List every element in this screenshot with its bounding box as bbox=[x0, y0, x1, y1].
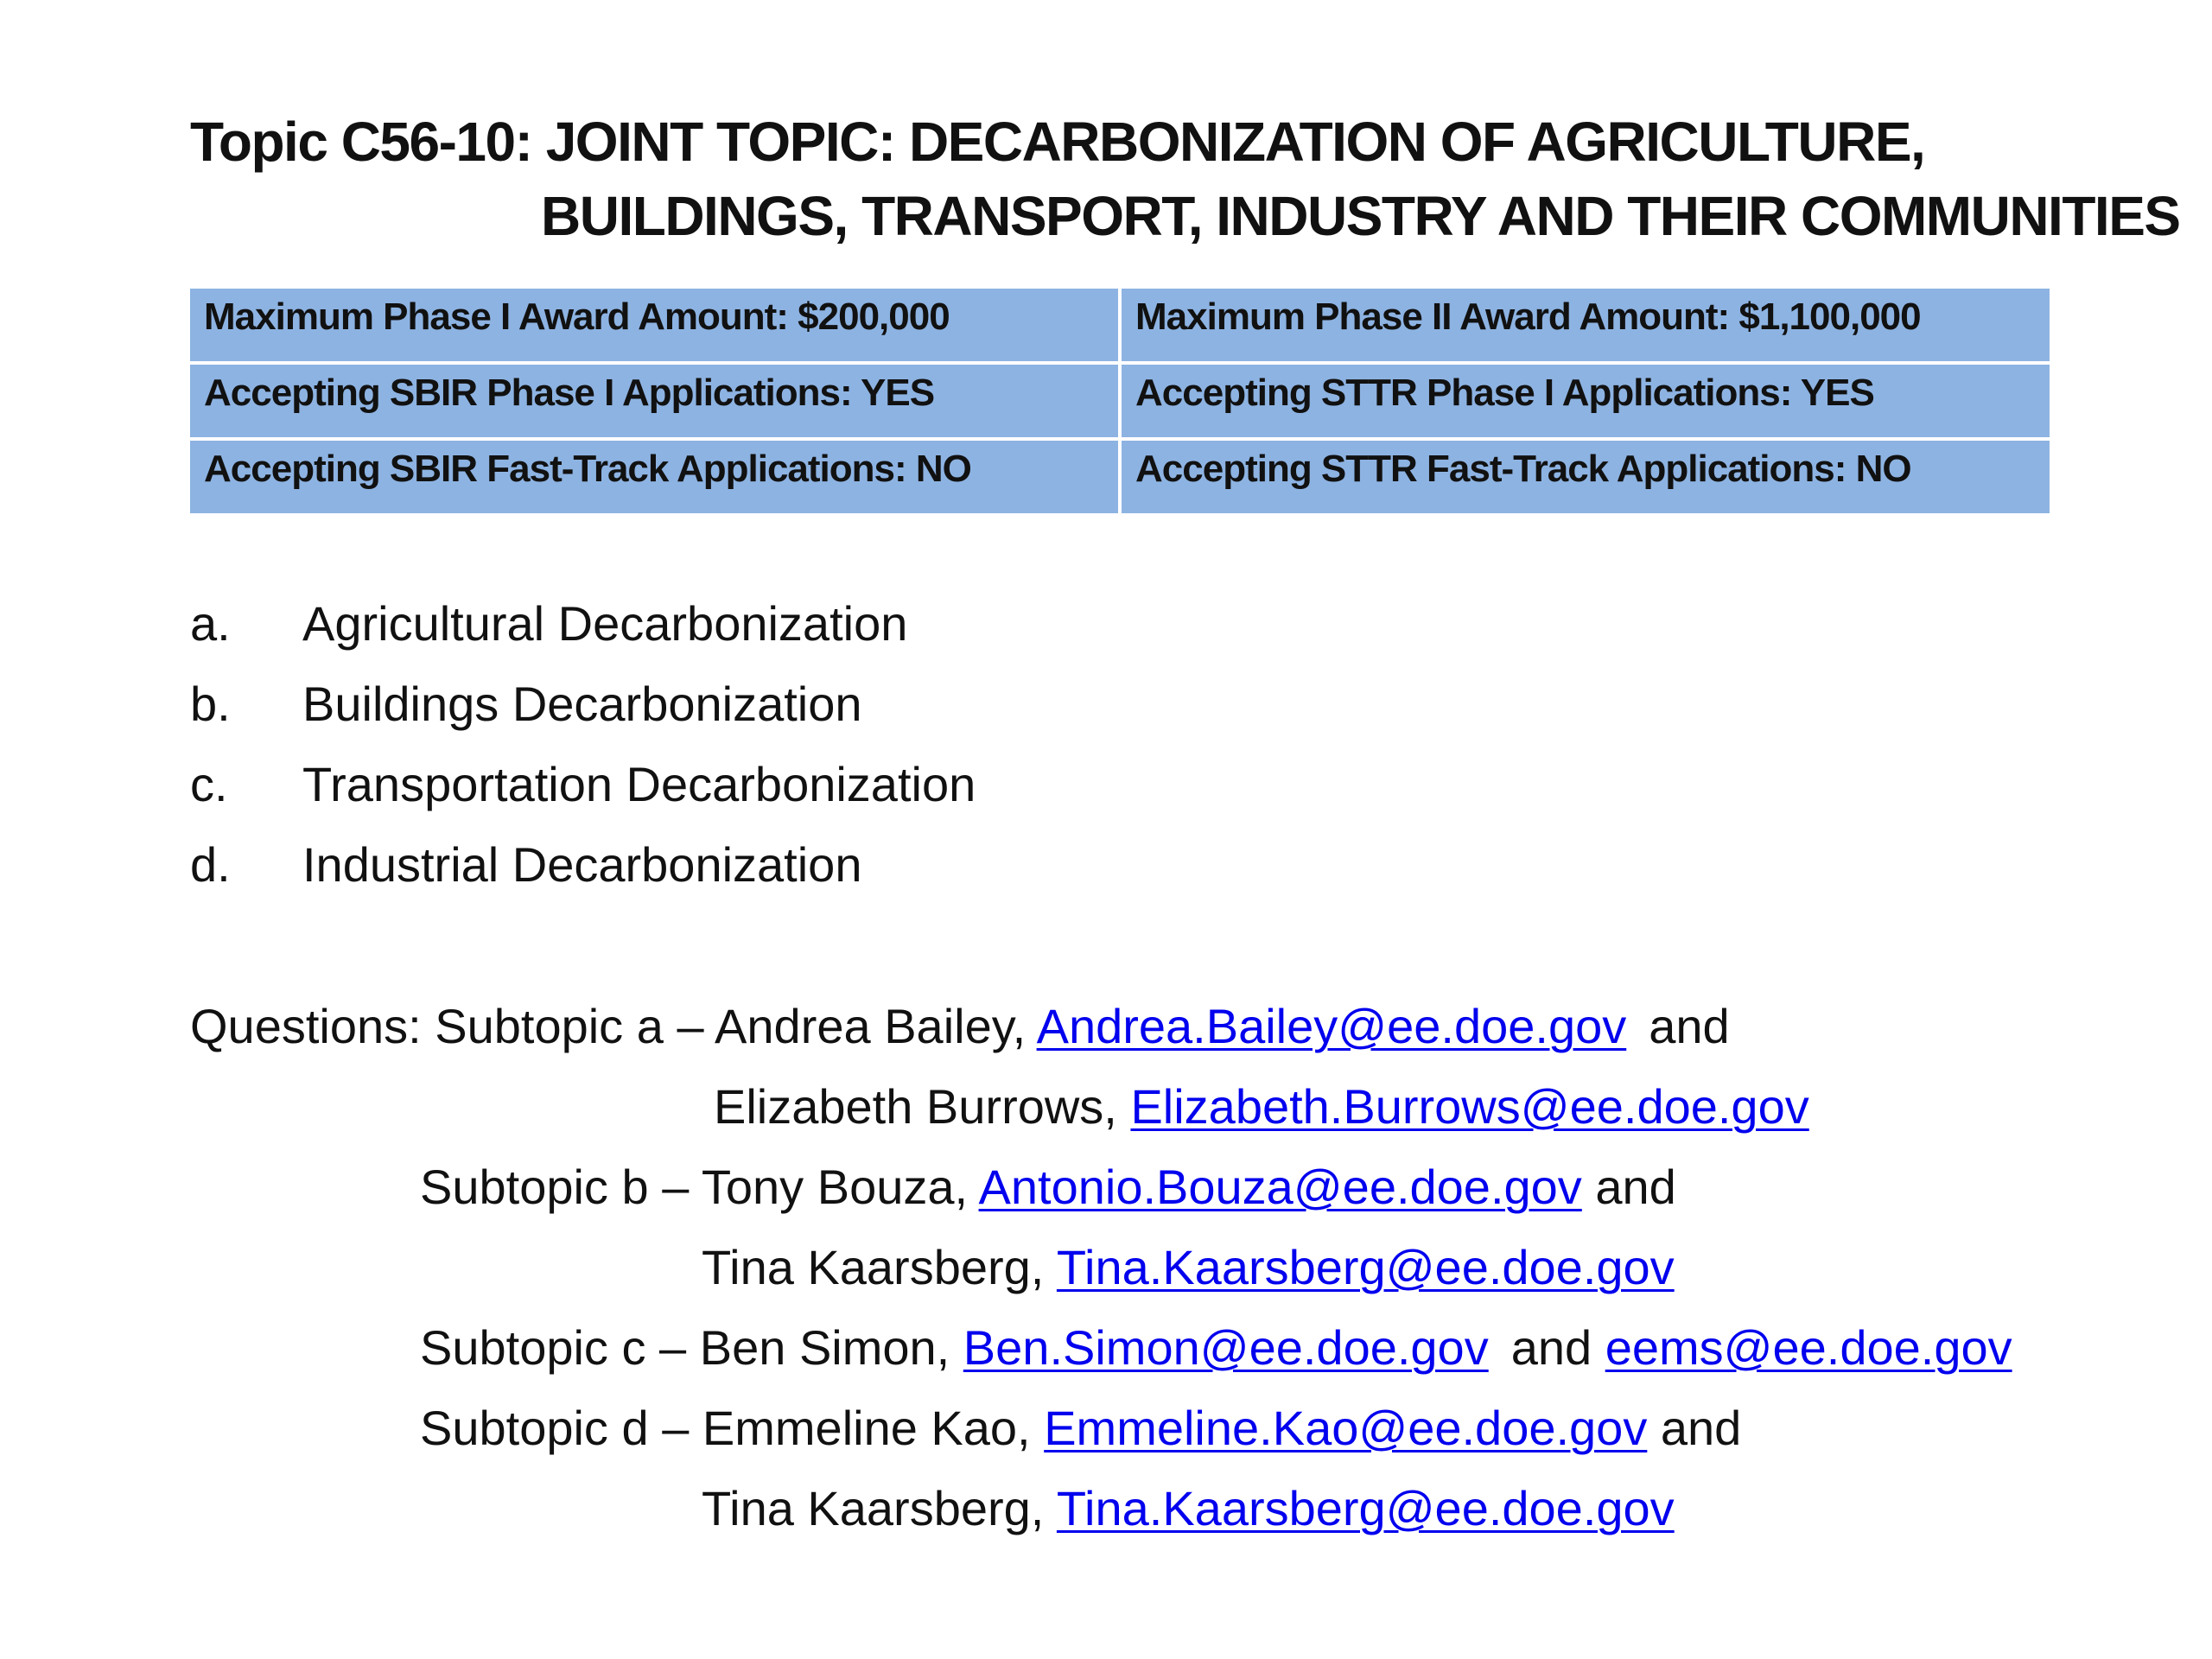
questions-line-subtopic-b-1 bbox=[420, 1156, 1676, 1218]
subtopic-label: Industrial Decarbonization bbox=[302, 837, 862, 892]
contact-text: Elizabeth Burrows, bbox=[714, 1079, 1131, 1134]
email-link-antonio-bouza[interactable]: Antonio.Bouza@ee.doe.gov bbox=[978, 1160, 1582, 1214]
subtopic-letter: d. bbox=[190, 837, 231, 892]
sbir-fast-track-cell bbox=[190, 441, 1118, 513]
email-link-andrea-bailey[interactable]: Andrea.Bailey@ee.doe.gov bbox=[1036, 999, 1627, 1053]
sbir-phase-1-text: Accepting SBIR Phase I Applications: YES bbox=[204, 372, 935, 414]
award-info-table bbox=[187, 285, 2053, 517]
email-link-ben-simon[interactable]: Ben.Simon@ee.doe.gov bbox=[963, 1320, 1489, 1375]
award-amount-row bbox=[190, 289, 2050, 361]
sttr-phase-1-cell bbox=[1122, 365, 2050, 437]
email-link-emmeline-kao[interactable]: Emmeline.Kao@ee.doe.gov bbox=[1044, 1401, 1648, 1455]
questions-line-subtopic-c bbox=[420, 1317, 2012, 1379]
phase-2-award-text: Maximum Phase II Award Amount: $1,100,000 bbox=[1135, 296, 1921, 338]
email-link-elizabeth-burrows[interactable]: Elizabeth.Burrows@ee.doe.gov bbox=[1130, 1079, 1809, 1134]
topic-title-line-1: Topic C56-10: JOINT TOPIC: DECARBONIZATION OF AGRICULTURE, bbox=[190, 111, 1925, 173]
questions-line-subtopic-a-1 bbox=[190, 995, 1730, 1058]
email-link-eems[interactable]: eems@ee.doe.gov bbox=[1605, 1320, 2012, 1375]
contact-text: and bbox=[1647, 1401, 1742, 1455]
subtopic-letter: c. bbox=[190, 757, 228, 811]
contact-text: Subtopic d – Emmeline Kao, bbox=[420, 1401, 1045, 1455]
contact-text: and bbox=[1510, 1320, 1605, 1375]
email-link-tina-kaarsberg[interactable]: Tina.Kaarsberg@ee.doe.gov bbox=[1056, 1240, 1675, 1294]
subtopic-letter: b. bbox=[190, 677, 231, 731]
sbir-fast-track-text: Accepting SBIR Fast-Track Applications: NO bbox=[204, 448, 971, 490]
subtopic-label: Agricultural Decarbonization bbox=[302, 596, 908, 651]
contact-text: Subtopic c – Ben Simon, bbox=[420, 1320, 963, 1375]
questions-line-subtopic-d-2 bbox=[702, 1478, 1675, 1540]
subtopic-label: Transportation Decarbonization bbox=[302, 757, 976, 811]
subtopic-letter: a. bbox=[190, 596, 231, 651]
sttr-fast-track-text: Accepting STTR Fast-Track Applications: NO bbox=[1135, 448, 1911, 490]
contact-text: Tina Kaarsberg, bbox=[702, 1240, 1057, 1294]
contact-text: Tina Kaarsberg, bbox=[702, 1481, 1057, 1535]
questions-line-subtopic-d-1 bbox=[420, 1397, 1741, 1459]
contact-text: Subtopic b – Tony Bouza, bbox=[420, 1160, 979, 1214]
fast-track-row bbox=[190, 441, 2050, 513]
phase-2-award-cell bbox=[1122, 289, 2050, 361]
email-link-tina-kaarsberg-2[interactable]: Tina.Kaarsberg@ee.doe.gov bbox=[1056, 1481, 1675, 1535]
questions-line-subtopic-a-2 bbox=[714, 1076, 1809, 1138]
phase-1-award-text: Maximum Phase I Award Amount: $200,000 bbox=[204, 296, 950, 338]
phase-1-award-cell bbox=[190, 289, 1118, 361]
contact-text: and bbox=[1581, 1160, 1676, 1214]
subtopic-label: Buildings Decarbonization bbox=[302, 677, 862, 731]
phase-1-applications-row bbox=[190, 365, 2050, 437]
contact-text: Questions: Subtopic a – Andrea Bailey, bbox=[190, 999, 1037, 1053]
sttr-phase-1-text: Accepting STTR Phase I Applications: YES bbox=[1135, 372, 1874, 414]
sbir-phase-1-cell bbox=[190, 365, 1118, 437]
questions-line-subtopic-b-2 bbox=[702, 1236, 1675, 1299]
contact-text: and bbox=[1649, 999, 1730, 1053]
topic-title-line-2: BUILDINGS, TRANSPORT, INDUSTRY AND THEIR COMMUNITIES bbox=[541, 185, 2180, 247]
sttr-fast-track-cell bbox=[1122, 441, 2050, 513]
